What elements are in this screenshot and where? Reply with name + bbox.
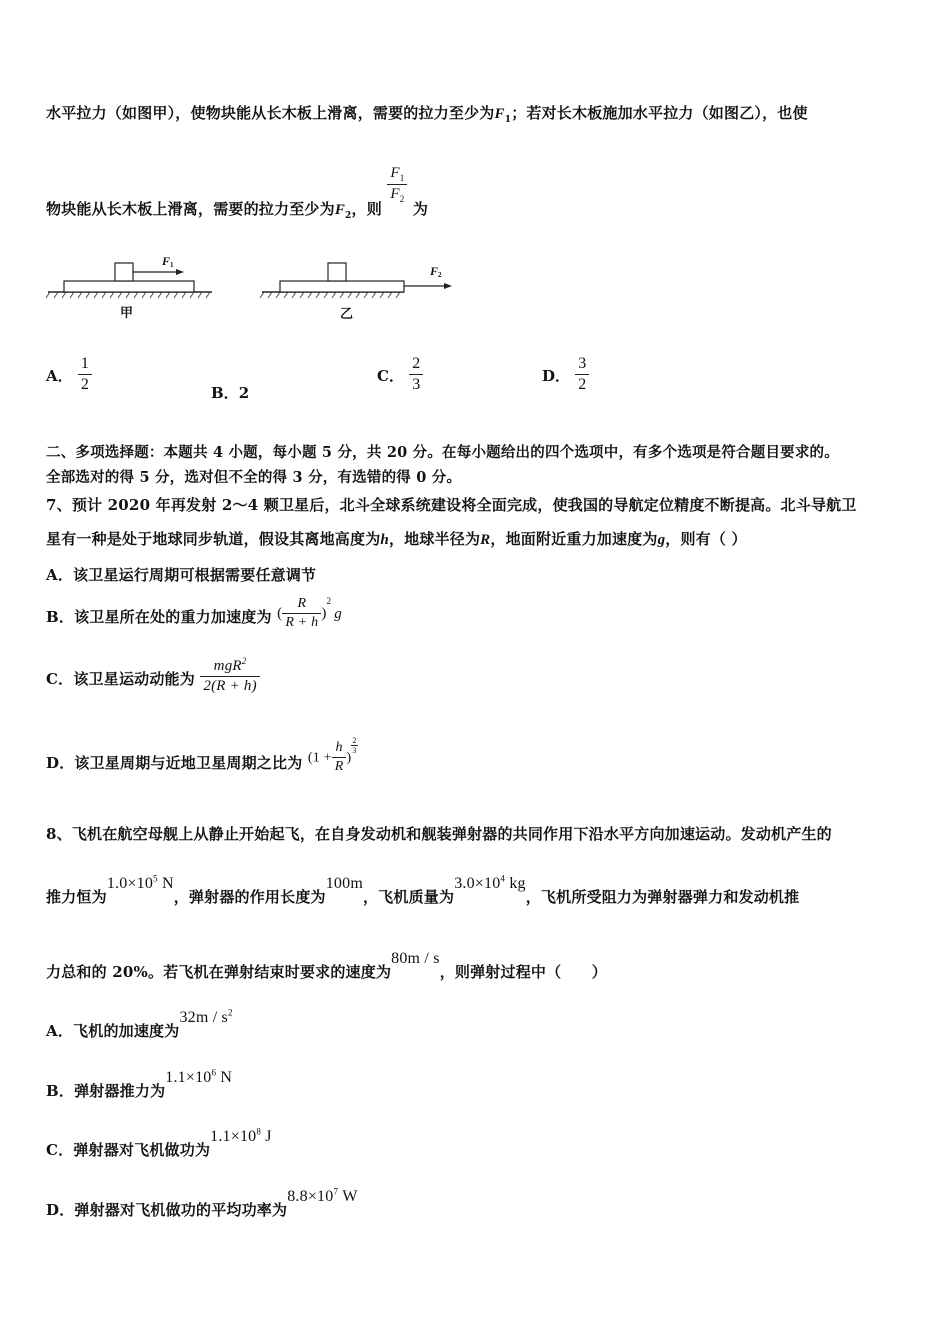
q7-line1: 7、预计 2020 年再发射 2～4 颗卫星后，北斗全球系统建设将全面完成，使我国的导航定位精度不断提高。北斗导航卫	[46, 496, 857, 514]
right-board	[280, 281, 404, 292]
q8-line2: 推力恒为$1.0\times 10^5$ N，弹射器的作用长度为100m，飞机质量为$3.0\times 10^4$ kg，飞机所受阻力为弹射器弹力和发动机推	[46, 873, 800, 906]
q7-line2: 星有一种是处于地球同步轨道，假设其离地高度为h，地球半径为R，地面附近重力加速度为g，则有（ ）	[46, 530, 747, 548]
q7-option-c[interactable]: C．该卫星运动动能为 $\frac{mgR^2}{2(R + h)}$	[46, 656, 260, 695]
right-block	[328, 263, 346, 281]
q8-option-b[interactable]: B．弹射器推力为$1.1\times 10^6$ N	[46, 1067, 233, 1100]
q6-line2: 物块能从长木板上滑离，需要的拉力至少为$F_2$，则 $\frac{F_1}{F_2}$ 为	[46, 165, 429, 221]
q6-line1: 水平拉力（如图甲），使物块能从长木板上滑离，需要的拉力至少为$F_1$；若对长木板施加水平拉力（如图乙），也使	[46, 104, 808, 125]
left-caption: 甲	[120, 306, 134, 321]
board-block-diagram	[44, 252, 464, 332]
q6-option-b[interactable]: B．2	[211, 384, 250, 402]
q6-option-a[interactable]: A． $\frac{1}{2}$	[46, 355, 92, 394]
q7-option-a[interactable]: A．该卫星运行周期可根据需要任意调节	[46, 566, 317, 584]
q8-option-d[interactable]: D．弹射器对飞机做功的平均功率为$8.8\times 10^7$ W	[46, 1186, 358, 1219]
q6-ratio-fraction: $\frac{F_1}{F_2}$	[387, 165, 407, 204]
q6-option-c[interactable]: C． $\frac{2}{3}$	[377, 355, 423, 394]
q6-figure	[44, 252, 464, 332]
q8-line1: 8、飞机在航空母舰上从静止开始起飞，在自身发动机和舰装弹射器的共同作用下沿水平方向加速运动。发动机产生的	[46, 825, 832, 843]
q8-line3: 力总和的 20%。若飞机在弹射结束时要求的速度为80m / s，则弹射过程中（ ）	[46, 950, 607, 981]
q8-option-a[interactable]: A．飞机的加速度为$32m / s^2$	[46, 1007, 233, 1040]
section2-heading: 二、多项选择题：本题共 4 小题，每小题 5 分，共 20 分。在每小题给出的四个选项中，有多个选项是符合题目要求的。	[46, 444, 839, 461]
right-caption: 乙	[340, 307, 354, 322]
q8-option-c[interactable]: C．弹射器对飞机做功为$1.1\times 10^8$ J	[46, 1126, 272, 1159]
right-force-sub: 2	[438, 271, 442, 279]
right-force-label: F	[430, 264, 439, 278]
left-board	[64, 281, 194, 292]
q6-option-d[interactable]: D． $\frac{3}{2}$	[542, 355, 589, 394]
q7-option-d[interactable]: D．该卫星周期与近地卫星周期之比为 (1 + $\frac{h}{R}$ ) $\frac{2}{3}$	[46, 736, 357, 774]
section2-note: 全部选对的得 5 分，选对但不全的得 3 分，有选错的得 0 分。	[46, 469, 462, 486]
left-force-label: F	[162, 254, 171, 268]
q7-option-b[interactable]: B．该卫星所在处的重力加速度为 ( $\frac{R}{R + h}$ )$^2$g	[46, 595, 342, 630]
left-force-sub: 1	[170, 261, 174, 269]
left-block	[115, 263, 133, 281]
